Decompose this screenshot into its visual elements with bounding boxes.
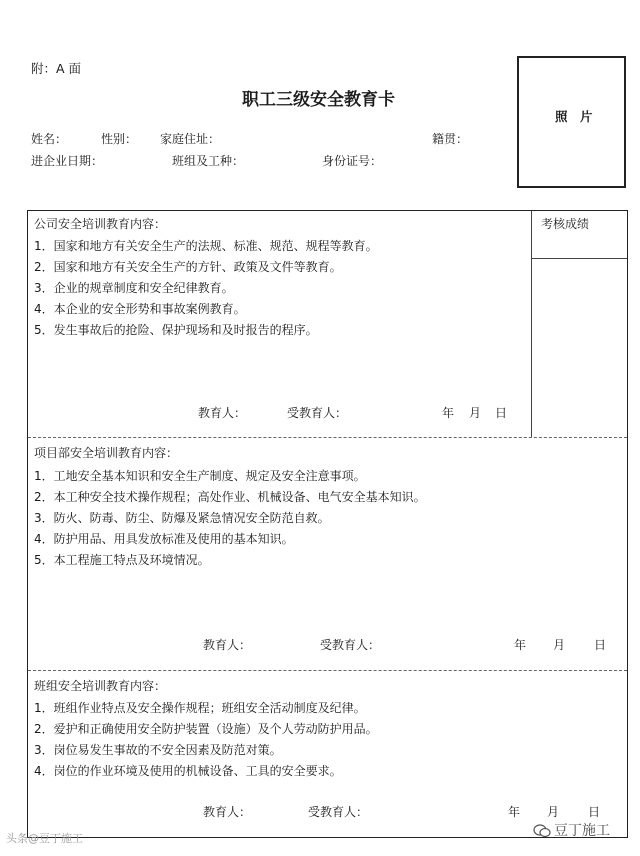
- gender-label: 性别：: [101, 132, 138, 146]
- list-item: 5．本工程施工特点及环境情况。: [34, 553, 210, 567]
- photo-box: [517, 56, 626, 188]
- score-header-divider: [531, 258, 627, 259]
- list-item: 4．防护用品、用具发放标准及使用的基本知识。: [34, 532, 294, 546]
- wechat-icon: [533, 824, 551, 838]
- list-item: 4．岗位的作业环境及使用的机械设备、工具的安全要求。: [34, 764, 342, 778]
- address-label: 家庭住址：: [160, 132, 221, 146]
- page-title: 职工三级安全教育卡: [242, 90, 395, 110]
- list-item: 4．本企业的安全形势和事故案例教育。: [34, 302, 246, 316]
- section-title-company: 公司安全培训教育内容：: [34, 217, 167, 231]
- list-item: 1．班组作业特点及安全操作规程；班组安全活动制度及纪律。: [34, 701, 366, 715]
- list-item: 1．国家和地方有关安全生产的法规、标准、规范、规程等教育。: [34, 239, 378, 253]
- section-divider: [28, 670, 627, 671]
- list-item: 2．本工种安全技术操作规程；高处作业、机械设备、电气安全基本知识。: [34, 490, 426, 504]
- id-number-label: 身份证号：: [322, 154, 383, 168]
- month-label: 月: [553, 638, 566, 652]
- list-item: 5．发生事故后的抢险、保护现场和及时报告的程序。: [34, 323, 318, 337]
- list-item: 2．爱护和正确使用安全防护装置（设施）及个人劳动防护用品。: [34, 722, 378, 736]
- score-column-divider: [531, 211, 532, 437]
- year-label: 年: [442, 406, 455, 420]
- team-trade-label: 班组及工种：: [172, 154, 245, 168]
- list-item: 3．岗位易发生事故的不安全因素及防范对策。: [34, 743, 282, 757]
- day-label: 日: [495, 406, 508, 420]
- trainee-label: 受教育人：: [287, 406, 348, 420]
- watermark-right-text: 豆丁施工: [554, 823, 610, 839]
- attachment-label: 附：A 面: [31, 61, 82, 76]
- watermark-right: [533, 820, 610, 840]
- month-label: 月: [547, 805, 560, 819]
- section-title-project: 项目部安全培训教育内容：: [34, 446, 179, 460]
- educator-label: 教育人：: [203, 638, 252, 652]
- month-label: 月: [469, 406, 482, 420]
- education-table: [27, 210, 628, 838]
- year-label: 年: [514, 638, 527, 652]
- photo-label: 照 片: [555, 109, 593, 124]
- name-label: 姓名：: [31, 132, 68, 146]
- list-item: 3．企业的规章制度和安全纪律教育。: [34, 281, 234, 295]
- day-label: 日: [588, 805, 601, 819]
- list-item: 1．工地安全基本知识和安全生产制度、规定及安全注意事项。: [34, 469, 366, 483]
- day-label: 日: [594, 638, 607, 652]
- section-divider: [28, 437, 627, 438]
- list-item: 2．国家和地方有关安全生产的方针、政策及文件等教育。: [34, 260, 342, 274]
- score-header: 考核成绩: [541, 217, 590, 231]
- educator-label: 教育人：: [203, 805, 252, 819]
- trainee-label: 受教育人：: [308, 805, 369, 819]
- watermark-left: 头条@豆丁施工: [6, 832, 83, 845]
- section-title-team: 班组安全培训教育内容：: [34, 679, 167, 693]
- trainee-label: 受教育人：: [320, 638, 381, 652]
- entry-date-label: 进企业日期：: [31, 154, 104, 168]
- native-place-label: 籍贯：: [432, 132, 469, 146]
- list-item: 3．防火、防毒、防尘、防爆及紧急情况安全防范自救。: [34, 511, 330, 525]
- year-label: 年: [508, 805, 521, 819]
- educator-label: 教育人：: [198, 406, 247, 420]
